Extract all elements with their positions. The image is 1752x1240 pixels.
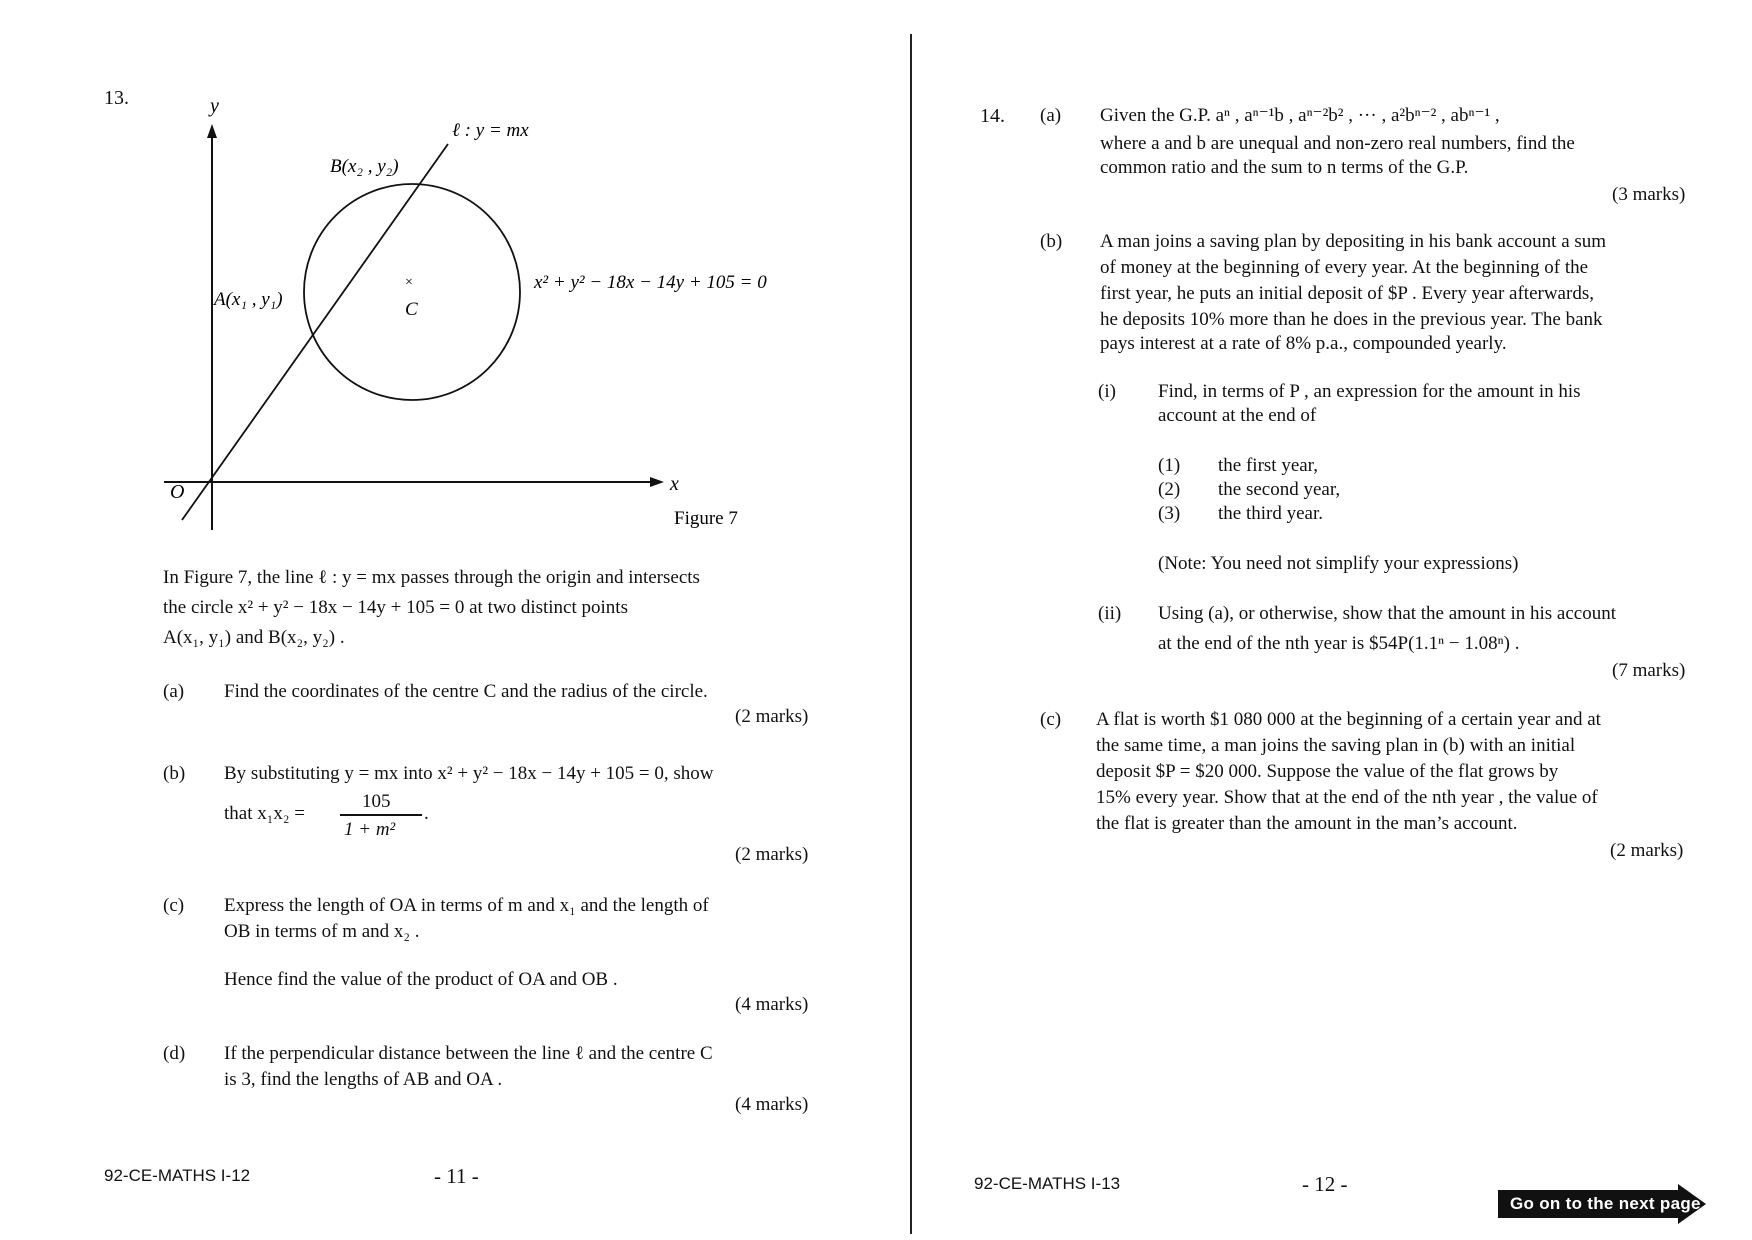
q14-part-b-line-2: of money at the beginning of every year. At the beginning of the bbox=[1100, 257, 1589, 278]
q13-part-d-text-2: is 3, find the lengths of AB and OA . bbox=[224, 1069, 503, 1090]
q14-part-a-line-1: Given the G.P. aⁿ , aⁿ⁻¹b , aⁿ⁻²b² , ··· , a²bⁿ⁻² , abⁿ⁻¹ , bbox=[1100, 105, 1500, 126]
circle-equation-label: x² + y² − 18x − 14y + 105 = 0 bbox=[534, 272, 767, 293]
q13-part-a-label: (a) bbox=[163, 681, 185, 702]
q14-sub-ii-line-2: at the end of the nth year is $54P(1.1ⁿ − 1.08ⁿ) . bbox=[1158, 633, 1520, 654]
q14-sub-i-line-2: account at the end of bbox=[1158, 405, 1317, 426]
point-a-label: A(x₁ , y₁) bbox=[214, 289, 283, 310]
q13-part-b-label: (b) bbox=[163, 763, 186, 784]
page-divider bbox=[910, 34, 912, 1234]
fraction-denominator: 1 + m² bbox=[344, 819, 396, 840]
q14-part-c-line-5: the flat is greater than the amount in the man’s account. bbox=[1096, 813, 1518, 834]
q14-part-b-line-5: pays interest at a rate of 8% p.a., compounded yearly. bbox=[1100, 333, 1507, 354]
q13-part-c-text-2: OB in terms of m and x₂ . bbox=[224, 921, 420, 942]
q14-part-a-marks: (3 marks) bbox=[1612, 184, 1686, 205]
q14-part-b-line-1: A man joins a saving plan by depositing in his bank account a sum bbox=[1100, 231, 1607, 252]
q13-part-d-text-1: If the perpendicular distance between the line ℓ and the centre C bbox=[224, 1043, 713, 1064]
point-b-label: B(x₂ , y₂) bbox=[330, 156, 399, 177]
y-axis-arrow bbox=[207, 124, 217, 138]
q14-item-2-text: the second year, bbox=[1218, 479, 1341, 500]
right-page-number: - 12 - bbox=[1302, 1172, 1348, 1196]
figure-caption: Figure 7 bbox=[674, 508, 738, 529]
q14-item-3-label: (3) bbox=[1158, 503, 1181, 524]
q14-part-c-line-1: A flat is worth $1 080 000 at the beginning of a certain year and at bbox=[1096, 709, 1601, 730]
left-page-number: - 11 - bbox=[434, 1164, 479, 1188]
left-footer-code: 92-CE-MATHS I-12 bbox=[104, 1166, 251, 1185]
q14-part-b-line-3: first year, he puts an initial deposit of $P . Every year afterwards, bbox=[1100, 283, 1594, 304]
q14-part-a-label: (a) bbox=[1040, 105, 1062, 126]
centre-mark: × bbox=[405, 275, 413, 290]
q14-part-c-label: (c) bbox=[1040, 709, 1062, 730]
q14-part-a-line-2: where a and b are unequal and non-zero real numbers, find the bbox=[1100, 133, 1575, 154]
q13-part-c-text-3: Hence find the value of the product of OA and OB . bbox=[224, 969, 618, 990]
centre-label: C bbox=[405, 299, 418, 320]
q14-sub-ii-line-1: Using (a), or otherwise, show that the amount in his account bbox=[1158, 603, 1617, 624]
q13-part-a-text: Find the coordinates of the centre C and the radius of the circle. bbox=[224, 681, 708, 702]
q14-item-1-text: the first year, bbox=[1218, 455, 1319, 476]
intro-line-2: the circle x² + y² − 18x − 14y + 105 = 0 at two distinct points bbox=[163, 597, 628, 618]
intro-line-1: In Figure 7, the line ℓ : y = mx passes through the origin and intersects bbox=[163, 567, 700, 588]
q13-part-b-marks: (2 marks) bbox=[735, 844, 809, 865]
fraction-bar bbox=[340, 814, 422, 816]
line-label: ℓ : y = mx bbox=[452, 120, 529, 141]
figure-7-diagram bbox=[150, 90, 850, 550]
y-axis-label: y bbox=[210, 95, 219, 117]
q14-sub-ii-label: (ii) bbox=[1098, 603, 1122, 624]
figure-7 bbox=[150, 90, 850, 550]
q14-part-c-line-2: the same time, a man joins the saving plan in (b) with an initial bbox=[1096, 735, 1576, 756]
q14-part-b-marks: (7 marks) bbox=[1612, 660, 1686, 681]
q14-item-3-text: the third year. bbox=[1218, 503, 1323, 524]
q14-part-b-label: (b) bbox=[1040, 231, 1063, 252]
next-page-button-label[interactable]: Go on to the next page bbox=[1510, 1194, 1701, 1213]
question-number-14: 14. bbox=[980, 105, 1005, 127]
q13-part-b-text-2: that x₁x₂ = bbox=[224, 803, 305, 824]
q14-part-b-line-4: he deposits 10% more than he does in the previous year. The bank bbox=[1100, 309, 1603, 330]
intro-line-3: A(x₁, y₁) and B(x₂, y₂) . bbox=[163, 627, 345, 648]
q14-sub-i-label: (i) bbox=[1098, 381, 1116, 402]
origin-label: O bbox=[170, 481, 185, 503]
x-axis-arrow bbox=[650, 477, 664, 487]
q14-part-c-marks: (2 marks) bbox=[1610, 840, 1684, 861]
q14-part-a-line-3: common ratio and the sum to n terms of the G.P. bbox=[1100, 157, 1469, 178]
q13-part-b-text-1: By substituting y = mx into x² + y² − 18x − 14y + 105 = 0, show bbox=[224, 763, 714, 784]
question-number-13: 13. bbox=[104, 87, 129, 109]
q14-part-c-line-3: deposit $P = $20 000. Suppose the value of the flat grows by bbox=[1096, 761, 1559, 782]
q14-note: (Note: You need not simplify your expressions) bbox=[1158, 553, 1519, 574]
q13-part-c-marks: (4 marks) bbox=[735, 994, 809, 1015]
fraction-end: . bbox=[424, 803, 429, 824]
q13-part-c-label: (c) bbox=[163, 895, 185, 916]
q13-part-d-label: (d) bbox=[163, 1043, 186, 1064]
q13-part-a-marks: (2 marks) bbox=[735, 706, 809, 727]
q13-part-c-text-1: Express the length of OA in terms of m and x₁ and the length of bbox=[224, 895, 709, 916]
q14-item-1-label: (1) bbox=[1158, 455, 1181, 476]
line-l bbox=[182, 144, 448, 520]
right-footer-code: 92-CE-MATHS I-13 bbox=[974, 1174, 1121, 1193]
q14-sub-i-line-1: Find, in terms of P , an expression for the amount in his bbox=[1158, 381, 1581, 402]
q14-part-c-line-4: 15% every year. Show that at the end of the nth year , the value of bbox=[1096, 787, 1598, 808]
q14-item-2-label: (2) bbox=[1158, 479, 1181, 500]
q13-part-d-marks: (4 marks) bbox=[735, 1094, 809, 1115]
x-axis-label: x bbox=[670, 473, 679, 495]
fraction-numerator: 105 bbox=[362, 791, 391, 812]
circle bbox=[304, 184, 520, 400]
